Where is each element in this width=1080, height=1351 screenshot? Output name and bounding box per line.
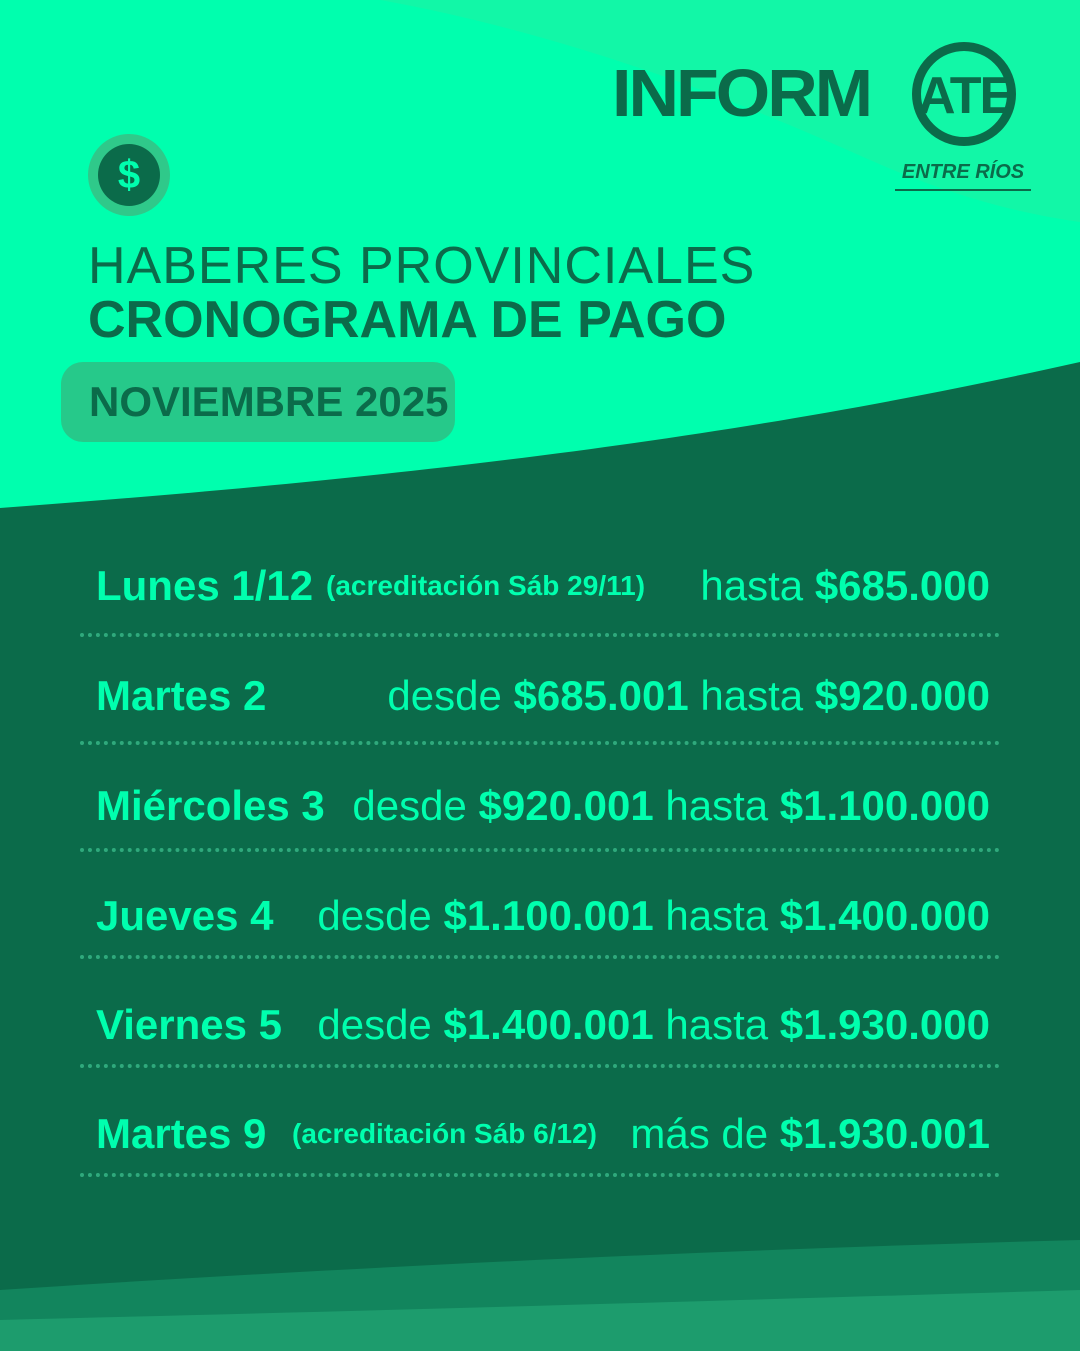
row-amount: desde $1.100.001 hasta $1.400.000 (317, 892, 990, 939)
title-line-1: HABERES PROVINCIALES (88, 237, 756, 295)
schedule-row (96, 886, 990, 946)
dollar-coin-icon (88, 134, 170, 216)
row-day: Lunes 1/12 (96, 562, 314, 609)
logo-ate-text: ATE (918, 67, 1013, 125)
logo-wordmark: INFORM (612, 55, 871, 131)
schedule-row (96, 776, 990, 836)
logo-subtitle: ENTRE RÍOS (901, 161, 1025, 183)
row-divider (80, 955, 1000, 959)
schedule-row (96, 995, 990, 1055)
row-day: Martes 2 (96, 672, 267, 719)
row-note: (acreditación Sáb 6/12) (292, 1118, 598, 1149)
row-day: Miércoles 3 (96, 782, 325, 829)
row-amount: hasta $685.000 (700, 562, 990, 609)
month-label: NOVIEMBRE 2025 (89, 378, 449, 425)
row-divider (80, 633, 1000, 637)
row-divider (80, 848, 1000, 852)
row-amount: desde $685.001 hasta $920.000 (387, 672, 990, 719)
title-line-2: CRONOGRAMA DE PAGO (88, 291, 727, 349)
row-amount: desde $1.400.001 hasta $1.930.000 (317, 1001, 990, 1048)
row-amount: desde $920.001 hasta $1.100.000 (352, 782, 990, 829)
row-divider (80, 1173, 1000, 1177)
schedule-row (96, 666, 990, 726)
logo-underline (895, 189, 1031, 191)
row-note: (acreditación Sáb 29/11) (326, 570, 646, 601)
row-day: Viernes 5 (96, 1001, 283, 1048)
row-amount: más de $1.930.001 (630, 1110, 990, 1157)
row-divider (80, 1064, 1000, 1068)
dollar-sign: $ (98, 144, 160, 206)
schedule-row (96, 556, 990, 616)
row-day: Jueves 4 (96, 892, 274, 939)
row-divider (80, 741, 1000, 745)
row-day: Martes 9 (96, 1110, 267, 1157)
schedule-row (96, 1104, 990, 1164)
